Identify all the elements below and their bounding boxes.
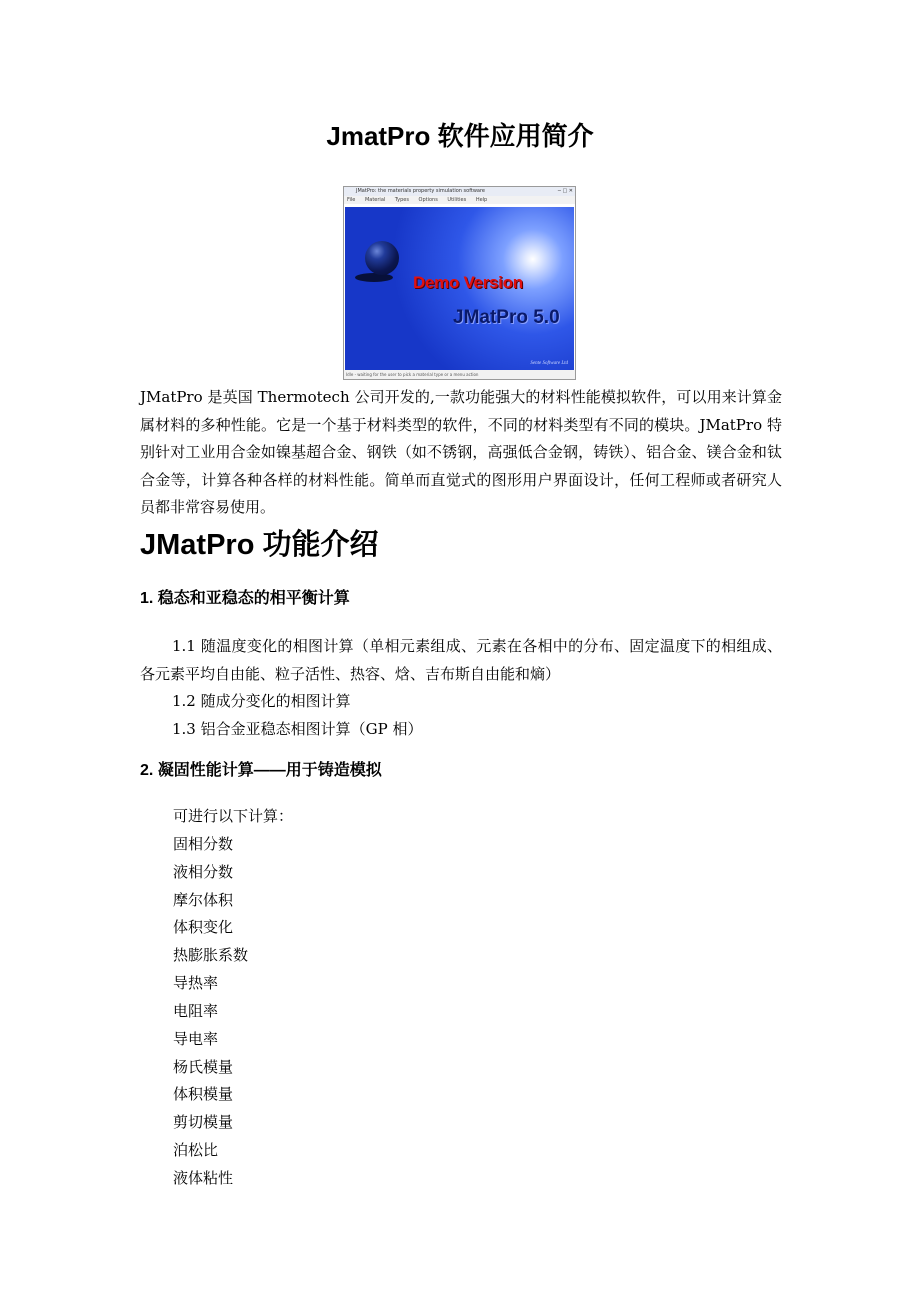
list-item: 导热率 [173, 974, 219, 993]
list-item: 电阻率 [173, 1001, 219, 1020]
splash-canvas [345, 207, 574, 370]
section-1-item: 1.3 铝合金亚稳态相图计算（GP 相） [172, 720, 423, 738]
sphere-shadow-icon [355, 273, 393, 282]
list-intro: 可进行以下计算： [173, 807, 294, 825]
screenshot-window-title: JMatPro: the materials property simulation software [344, 187, 575, 196]
section-1-heading: 1. 稳态和亚稳态的相平衡计算 [140, 590, 350, 607]
list-item: 体积模量 [173, 1085, 234, 1104]
window-controls-icon: ─ □ ✕ [557, 188, 573, 194]
list-item: 导电率 [173, 1029, 219, 1048]
software-screenshot [343, 186, 576, 380]
sphere-logo-icon [365, 241, 399, 275]
demo-version-label: Demo Version [413, 273, 523, 292]
list-item: 泊松比 [173, 1141, 219, 1160]
screenshot-menubar: File Material Types Options Utilities Help [344, 196, 575, 204]
intro-paragraph: JMatPro 是英国 Thermotech 公司开发的,一款功能强大的材料性能模拟软件，可以用来计算金属材料的多种性能。它是一个基于材料类型的软件，不同的材料类型有不同的模块。JMatPro 特别针对工业用合金如镍基超合金、钢铁（如不锈钢，高强低合金钢，铸铁）、铝合金、镁合金和钛合金等，计算各种各样的材料性能。简单而直觉式的图形用户界面设计，任何工程师或者研究人员都非常容易使用。 [140, 388, 782, 517]
section-heading: JMatPro 功能介绍 [140, 529, 379, 561]
list-item: 杨氏模量 [173, 1057, 234, 1076]
section-1-item: 1.1 随温度变化的相图计算（单相元素组成、元素在各相中的分布、固定温度下的相组成、各元素平均自由能、粒子活性、热容、焓、吉布斯自由能和熵） [140, 637, 782, 683]
list-item: 液体粘性 [173, 1168, 234, 1187]
list-item: 液相分数 [173, 862, 234, 881]
list-item: 体积变化 [173, 918, 234, 937]
product-version-label: JMatPro 5.0 [453, 307, 560, 328]
section-1-item: 1.2 随成分变化的相图计算 [172, 692, 351, 710]
document-title: JmatPro 软件应用简介 [326, 121, 594, 151]
list-item: 固相分数 [173, 834, 234, 853]
list-item: 热膨胀系数 [173, 946, 249, 965]
list-item: 摩尔体积 [173, 890, 234, 909]
list-item: 剪切模量 [173, 1113, 234, 1132]
section-2-heading: 2. 凝固性能计算——用于铸造模拟 [140, 762, 382, 779]
property-list [173, 803, 293, 1193]
maker-label: Sente Software Ltd [530, 361, 568, 366]
screenshot-statusbar: Idle - waiting for the user to pick a material type or a menu action [344, 370, 575, 379]
